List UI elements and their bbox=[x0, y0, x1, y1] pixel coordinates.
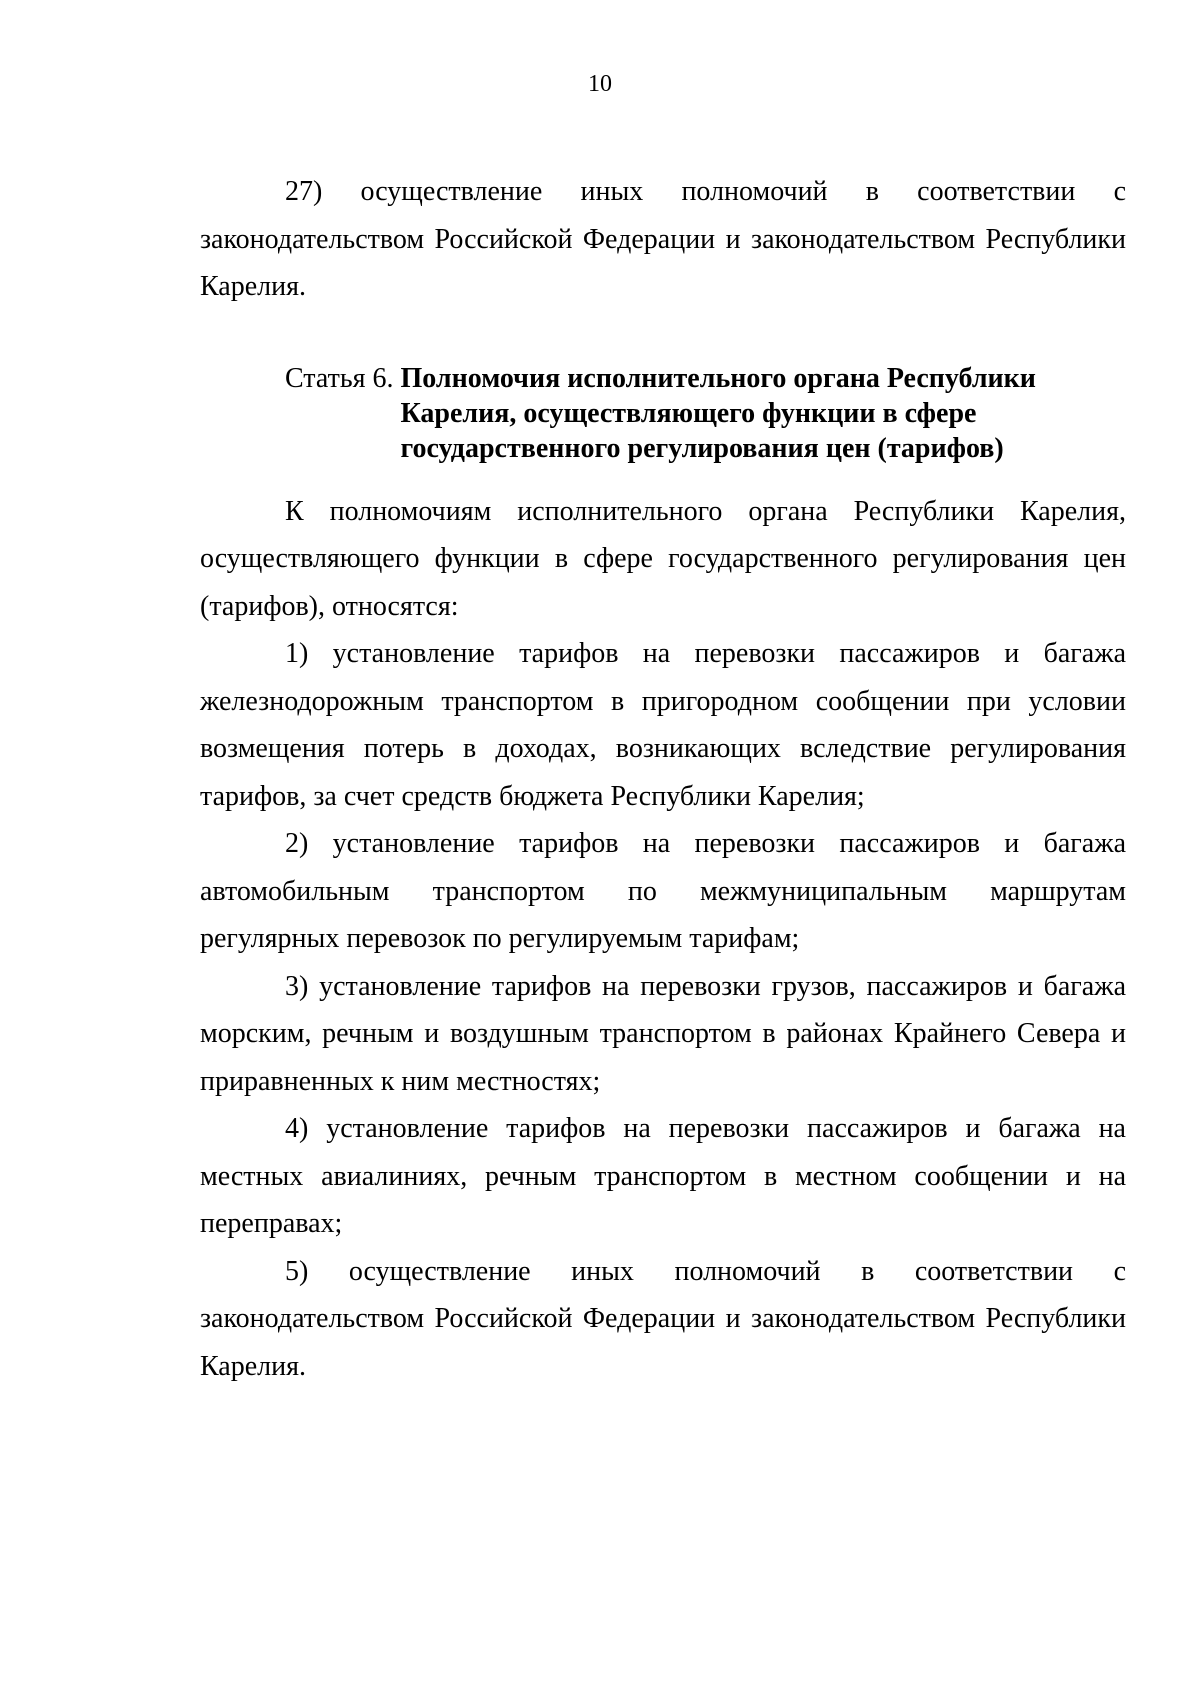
document-body bbox=[200, 168, 1126, 1390]
paragraph-item-27: 27) осуществление иных полномочий в соответствии с законодательством Российской Федерации и законодательством Республики Карелия. bbox=[200, 176, 1126, 302]
article-label: Статья 6. bbox=[285, 362, 401, 394]
article-title-line: Карелия, осуществляющего функции в сфере bbox=[400, 397, 977, 429]
article-heading bbox=[285, 361, 1126, 466]
list-item: 1) установление тарифов на перевозки пассажиров и багажа железнодорожным транспортом в пригородном сообщении при условии возмещения потерь в доходах, возникающих вследствие регулирования тарифов, за счет средств бюджета Республики Карелия; bbox=[200, 638, 1126, 812]
page-number: 10 bbox=[588, 71, 612, 97]
article-title bbox=[400, 361, 1060, 466]
list-item: 2) установление тарифов на перевозки пассажиров и багажа автомобильным транспортом по межмуниципальным маршрутам регулярных перевозок по регулируемым тарифам; bbox=[200, 828, 1126, 954]
list-item: 3) установление тарифов на перевозки грузов, пассажиров и багажа морским, речным и воздушным транспортом в районах Крайнего Севера и приравненных к ним местностях; bbox=[200, 970, 1126, 1097]
article-title-line: государственного регулирования цен (тарифов) bbox=[400, 432, 1004, 464]
article-title-line: Полномочия исполнительного органа Республики bbox=[400, 362, 1036, 394]
list-item: 5) осуществление иных полномочий в соответствии с законодательством Российской Федерации и законодательством Республики Карелия. bbox=[200, 1255, 1126, 1382]
paragraph-intro: К полномочиям исполнительного органа Республики Карелия, осуществляющего функции в сфере государственного регулирования цен (тарифов), относятся: bbox=[200, 495, 1126, 622]
list-item: 4) установление тарифов на перевозки пассажиров и багажа на местных авиалиниях, речным транспортом в местном сообщении и на переправах; bbox=[200, 1113, 1126, 1239]
